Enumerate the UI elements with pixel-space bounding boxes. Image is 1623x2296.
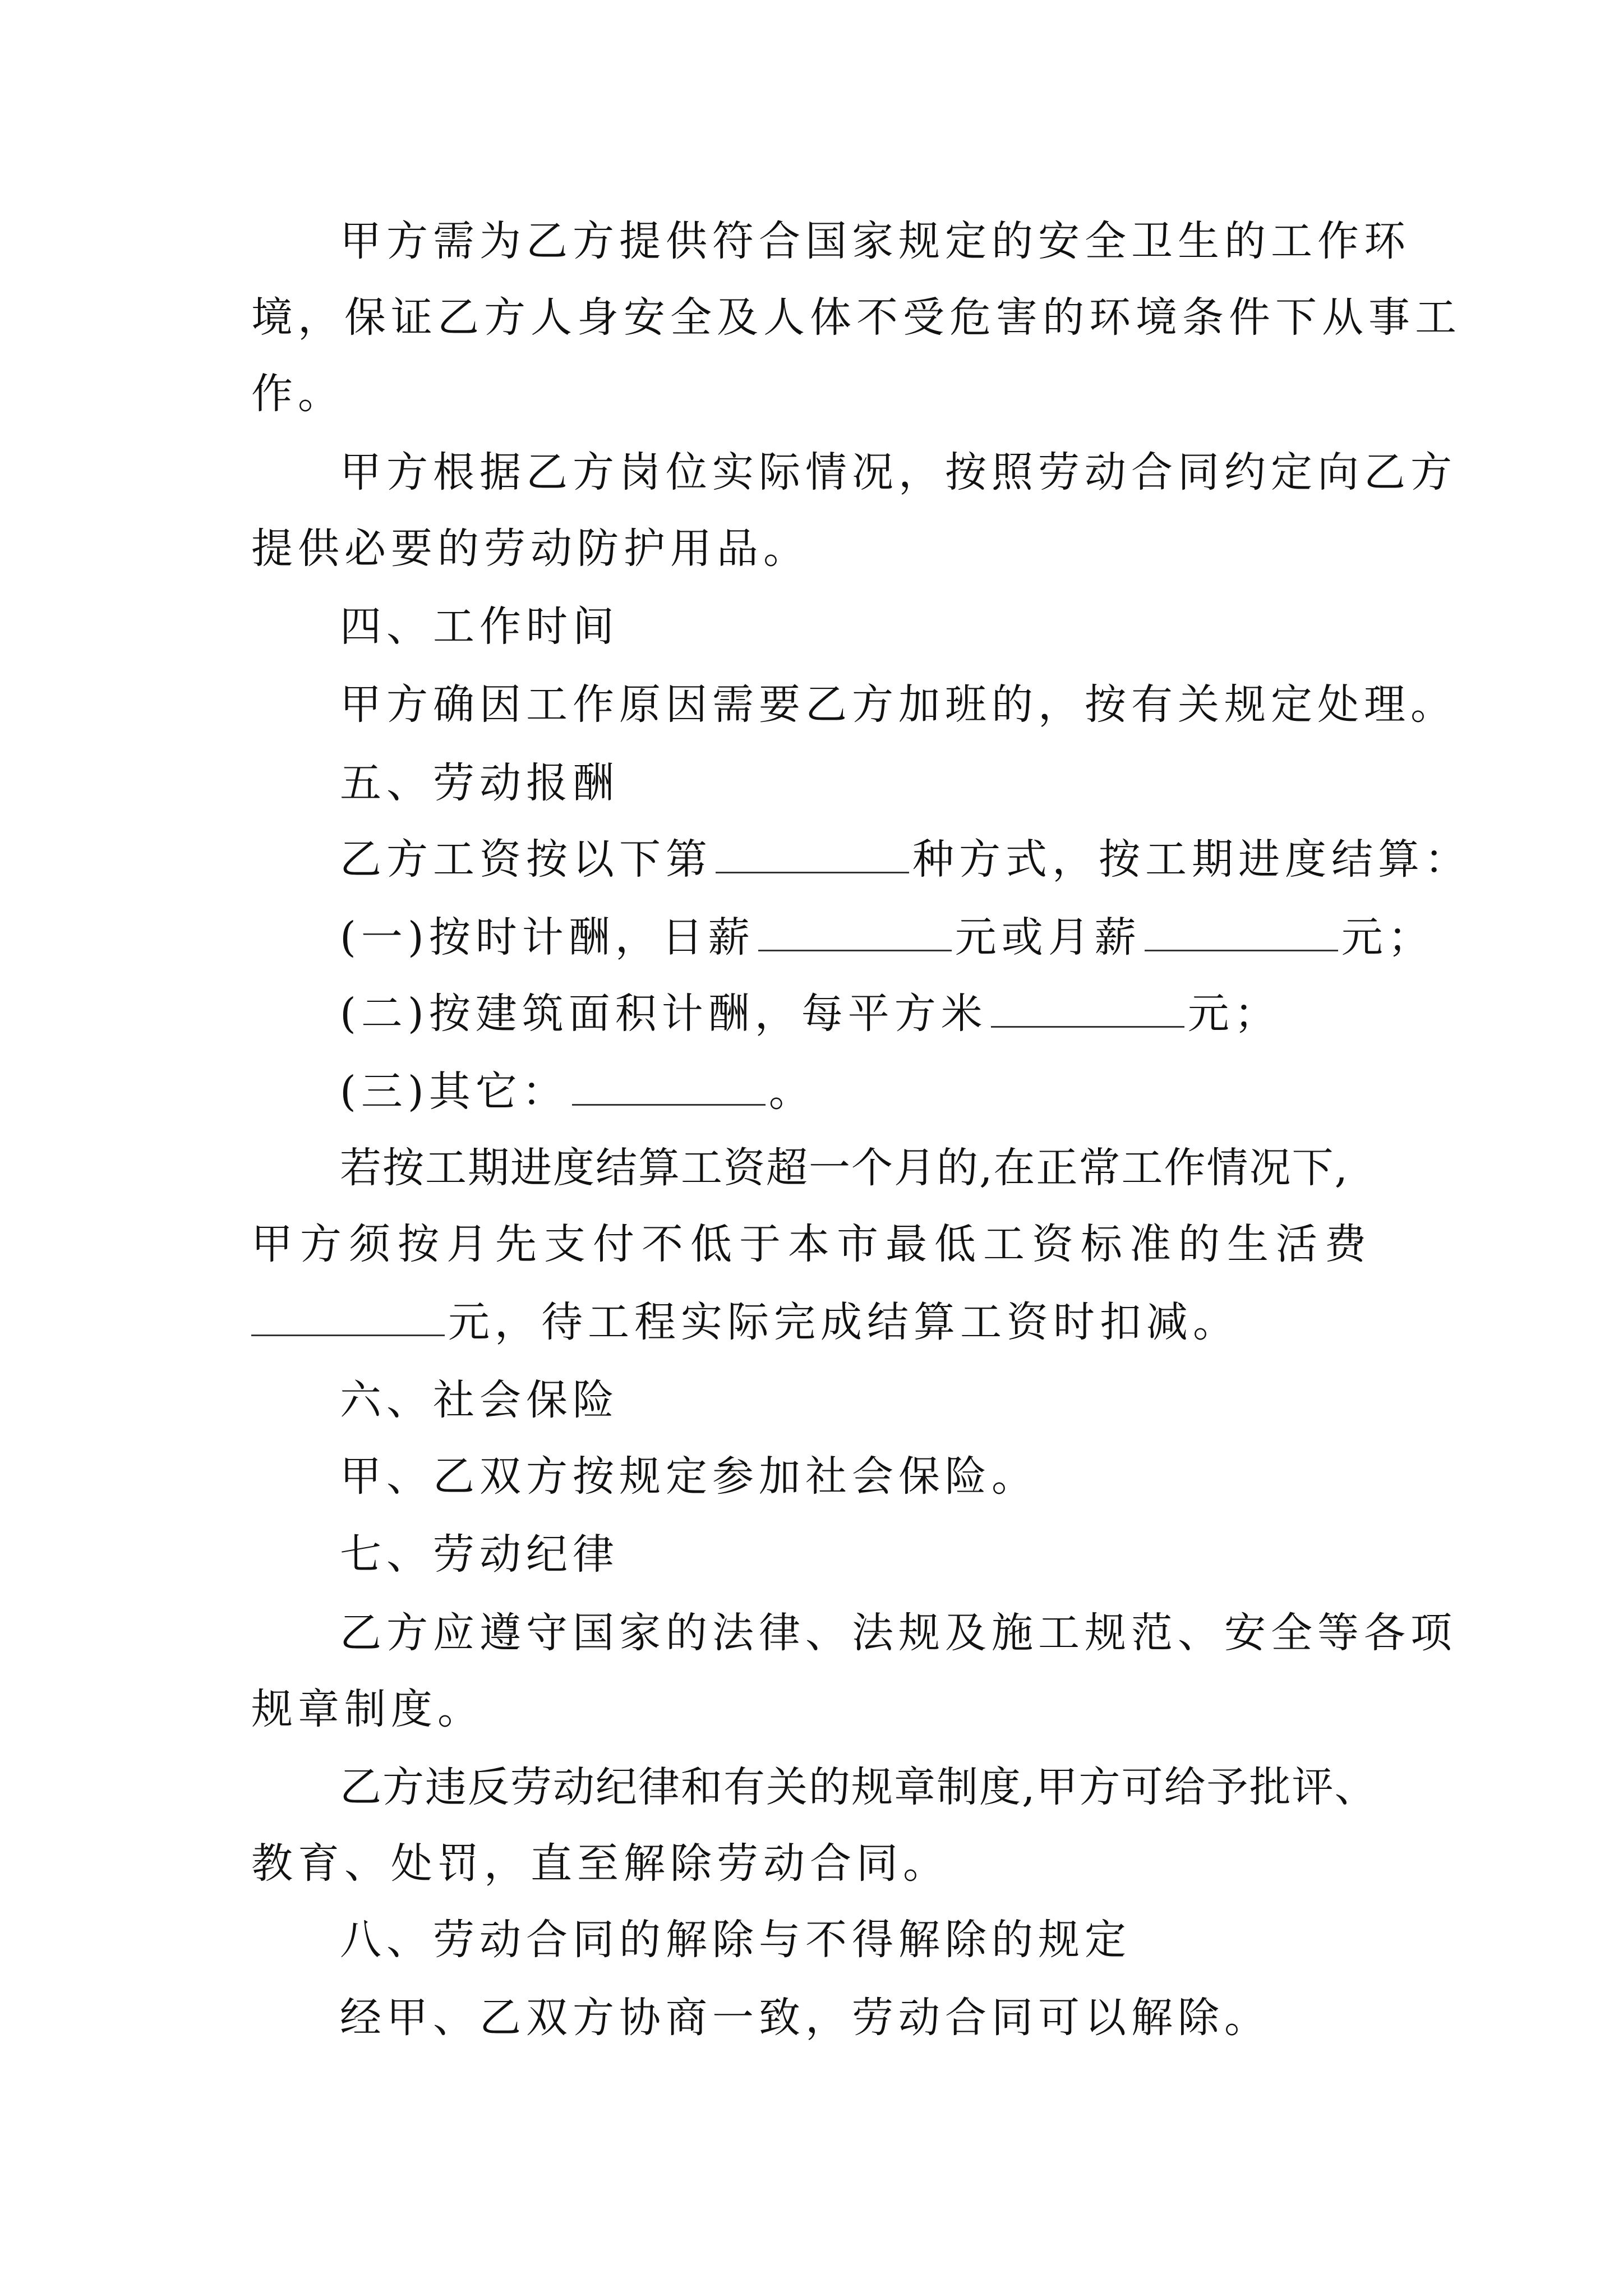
paragraph-living-cost-line-1: 若按工期进度结算工资超一个月的,在正常工作情况下,	[340, 1144, 1349, 1192]
fill-blank-daily-wage[interactable]	[758, 910, 952, 951]
pay-option-2-text-before: (二)按建筑面积计酬，每平方米	[340, 990, 988, 1038]
paragraph-pay-method	[0, 826, 1623, 893]
fill-blank-living-cost[interactable]	[251, 1295, 445, 1336]
fill-blank-other[interactable]	[572, 1065, 766, 1106]
fill-blank-area-rate[interactable]	[991, 987, 1184, 1028]
pay-method-text-after: 种方式，按工期进度结算：	[912, 835, 1471, 884]
fill-blank-pay-method[interactable]	[716, 832, 909, 873]
paragraph-violation-line-2: 教育、处罚，直至解除劳动合同。	[251, 1839, 949, 1888]
paragraph-violation-line-1: 乙方违反劳动纪律和有关的规章制度,甲方可给予批评、	[340, 1763, 1377, 1811]
paragraph-pay-option-2	[0, 980, 1623, 1047]
section-heading-discipline: 七、劳动纪律	[340, 1530, 619, 1579]
pay-option-3-text-after: 。	[768, 1068, 815, 1116]
paragraph-safety-env-line-3: 作。	[251, 370, 344, 418]
fill-blank-monthly-wage[interactable]	[1145, 910, 1338, 951]
pay-option-1-text-middle: 元或月薪	[955, 913, 1141, 961]
paragraph-protection-line-1: 甲方根据乙方岗位实际情况，按照劳动合同约定向乙方	[340, 448, 1457, 496]
pay-option-2-text-after: 元；	[1187, 990, 1281, 1038]
section-heading-termination: 八、劳动合同的解除与不得解除的规定	[340, 1916, 1131, 1964]
paragraph-termination: 经甲、乙双方协商一致，劳动合同可以解除。	[340, 1994, 1271, 2042]
paragraph-discipline-line-2: 规章制度。	[251, 1685, 484, 1733]
section-heading-work-time: 四、工作时间	[340, 602, 619, 651]
paragraph-living-cost-line-3	[0, 1289, 1623, 1356]
paragraph-overtime: 甲方确因工作原因需要乙方加班的，按有关规定处理。	[340, 680, 1457, 729]
section-heading-pay: 五、劳动报酬	[340, 759, 619, 807]
pay-option-3-text-before: (三)其它：	[340, 1068, 569, 1116]
paragraph-pay-option-3	[0, 1058, 1623, 1125]
paragraph-safety-env-line-2: 境，保证乙方人身安全及人体不受危害的环境条件下从事工	[251, 293, 1461, 342]
pay-method-text-before: 乙方工资按以下第	[340, 835, 712, 884]
paragraph-living-cost-line-2: 甲方须按月先支付不低于本市最低工资标准的生活费	[251, 1220, 1373, 1268]
living-cost-text-after: 元，待工程实际完成结算工资时扣减。	[448, 1298, 1239, 1346]
paragraph-discipline-line-1: 乙方应遵守国家的法律、法规及施工规范、安全等各项	[340, 1609, 1457, 1657]
paragraph-social-insurance: 甲、乙双方按规定参加社会保险。	[340, 1452, 1038, 1501]
pay-option-1-text-after: 元；	[1341, 913, 1435, 961]
paragraph-safety-env-line-1: 甲方需为乙方提供符合国家规定的安全卫生的工作环	[340, 217, 1410, 265]
pay-option-1-text-before: (一)按时计酬，日薪	[340, 913, 755, 961]
paragraph-pay-option-1	[0, 904, 1623, 971]
section-heading-social-insurance: 六、社会保险	[340, 1376, 619, 1424]
paragraph-protection-line-2: 提供必要的劳动防护用品。	[251, 524, 810, 573]
